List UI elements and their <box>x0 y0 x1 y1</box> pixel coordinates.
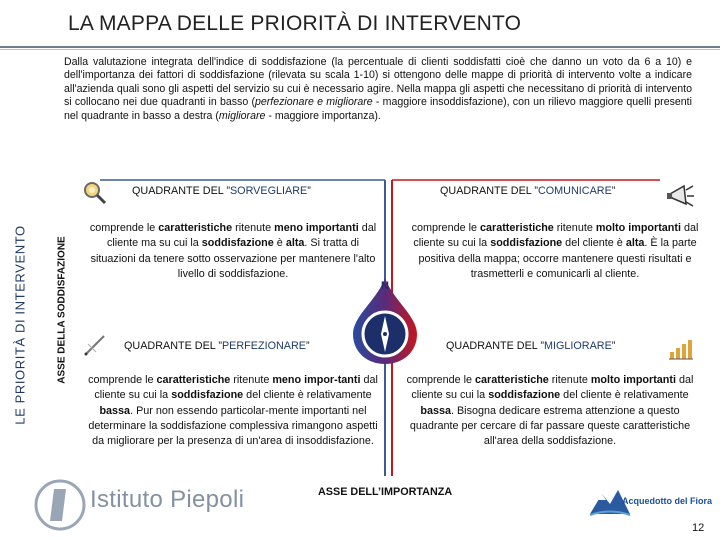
compass-icon <box>351 276 419 366</box>
text-bold: soddisfazione <box>201 237 274 250</box>
intro-italic-1: perfezionare e migliorare <box>254 96 373 109</box>
title-prefix: QUADRANTE DEL ” <box>446 340 544 352</box>
text-bold: bassa <box>99 404 131 417</box>
page-title: LA MAPPA DELLE PRIORITÀ DI INTERVENTO <box>68 12 522 35</box>
text-bold: bassa <box>420 404 451 417</box>
quadrant-title-sorvegliare <box>132 185 311 197</box>
text-bold: caratteristiche <box>479 222 554 234</box>
text-part: comprende le <box>88 374 157 386</box>
text-part: comprende le <box>89 222 159 234</box>
title-prefix: QUADRANTE DEL ” <box>440 185 538 197</box>
bar-chart-icon <box>668 338 694 360</box>
title-prefix: QUADRANTE DEL ” <box>132 185 230 197</box>
text-bold: soddisfazione <box>490 237 563 250</box>
x-axis-label: ASSE DELL’IMPORTANZA <box>318 486 453 498</box>
text-bold: soddisfazione <box>171 389 244 402</box>
text-part: dal cliente su cui la <box>411 374 694 402</box>
title-suffix: ” <box>305 340 310 352</box>
text-part: comprende le <box>406 374 475 386</box>
text-part: è <box>273 237 286 250</box>
quadrant-text-comunicare <box>404 221 706 282</box>
text-bold: caratteristiche <box>156 374 231 386</box>
intro-text-1: Dalla valutazione integrata dell'indice di soddisfazione (la percentuale di clienti soddisfatti cioè che danno un voto da 6 a 10) e dell'importanza dei fattori di soddisfazione (rilevata su scala 1-10) si ottengono delle mappe di priorità di intervento volte a indicare all'azienda quali sono gli aspetti del servizio su cui è necessario agire. Nella mappa gli aspetti che necessitano di priorità di intervento si collocano nei due quadranti in basso ( <box>64 56 692 109</box>
text-part: . Si tratta di situazioni da tenere sotto osservazione per mantenere l'alto livello di soddisfazione. <box>90 237 376 280</box>
intro-italic-2: migliorare <box>218 109 266 122</box>
quadrant-text-perfezionare <box>88 373 378 449</box>
y-axis-label-container <box>48 195 76 425</box>
text-part: . È la parte positiva della mappa; occorre mantenere questi risultati e trasmetterli e comunicarli al cliente. <box>418 237 697 280</box>
pen-icon <box>82 332 108 358</box>
title-suffix: ” <box>307 185 311 197</box>
quadrant-title-migliorare <box>446 340 615 352</box>
text-bold: molto importanti <box>590 374 676 386</box>
title-key: MIGLIORARE <box>543 340 612 352</box>
text-bold: caratteristiche <box>474 374 549 386</box>
text-part: . Pur non essendo particolar-mente importanti nel determinare la soddisfazione complessiva rimangono aspetti da migliorare per la presenza di un'area di insoddisfazione. <box>88 404 378 448</box>
title-divider <box>0 46 720 48</box>
text-bold: meno impor-tanti <box>272 374 361 386</box>
quadrant-text-sorvegliare <box>84 221 382 282</box>
acquedotto-name: Acquedotto del Fiora <box>622 496 712 506</box>
title-divider-thin <box>0 49 720 50</box>
text-bold: soddisfazione <box>488 389 561 402</box>
page-number: 12 <box>692 522 705 534</box>
text-bold: alta <box>285 237 305 250</box>
title-key: PERFEZIONARE <box>221 340 306 352</box>
title-prefix: QUADRANTE DEL ” <box>124 340 222 352</box>
intro-paragraph <box>64 56 692 123</box>
text-bold: molto importanti <box>595 222 681 234</box>
megaphone-icon <box>664 180 696 212</box>
text-part: ritenute <box>553 222 596 234</box>
title-suffix: ” <box>611 340 616 352</box>
istituto-piepoli-name: Istituto Piepoli <box>90 486 245 513</box>
text-part: ritenute <box>548 374 591 386</box>
quadrant-title-perfezionare <box>124 340 310 352</box>
intro-text-3: - maggiore importanza). <box>265 109 381 122</box>
intro-text-2: - maggiore insoddisfazione), con un rilievo maggiore quelli presenti nel quadrante in basso a destra ( <box>64 96 692 122</box>
text-bold: alta <box>625 237 645 250</box>
text-part: comprende le <box>411 222 480 234</box>
magnifier-icon <box>82 180 108 206</box>
quadrant-title-comunicare <box>440 185 615 197</box>
text-bold: meno importanti <box>274 222 359 234</box>
title-suffix: ” <box>611 185 616 197</box>
side-label-container <box>0 185 40 465</box>
text-part: dal cliente ma su cui la <box>106 222 377 250</box>
y-axis-label: ASSE DELLA SODDISFAZIONE <box>56 236 68 384</box>
text-part: dal cliente su cui la <box>413 222 699 250</box>
text-bold: caratteristiche <box>158 222 233 234</box>
quadrant-text-migliorare <box>398 373 702 449</box>
text-part: ritenute <box>230 374 273 386</box>
text-part: . Bisogna dedicare estrema attenzione a questo quadrante per cercare di far passare queste caratteristiche all'area della soddisfazione. <box>409 404 691 448</box>
text-part: del cliente è relativamente <box>243 389 372 402</box>
text-part: del cliente è <box>562 237 626 250</box>
title-key: COMUNICARE <box>537 185 612 197</box>
title-key: SORVEGLIARE <box>229 185 308 197</box>
compass-letter: N <box>381 280 389 292</box>
side-label: LE PRIORITÀ DI INTERVENTO <box>12 225 28 425</box>
text-part: del cliente è relativamente <box>560 389 689 402</box>
text-part: dal cliente su cui la <box>94 374 378 402</box>
text-part: ritenute <box>232 222 275 234</box>
